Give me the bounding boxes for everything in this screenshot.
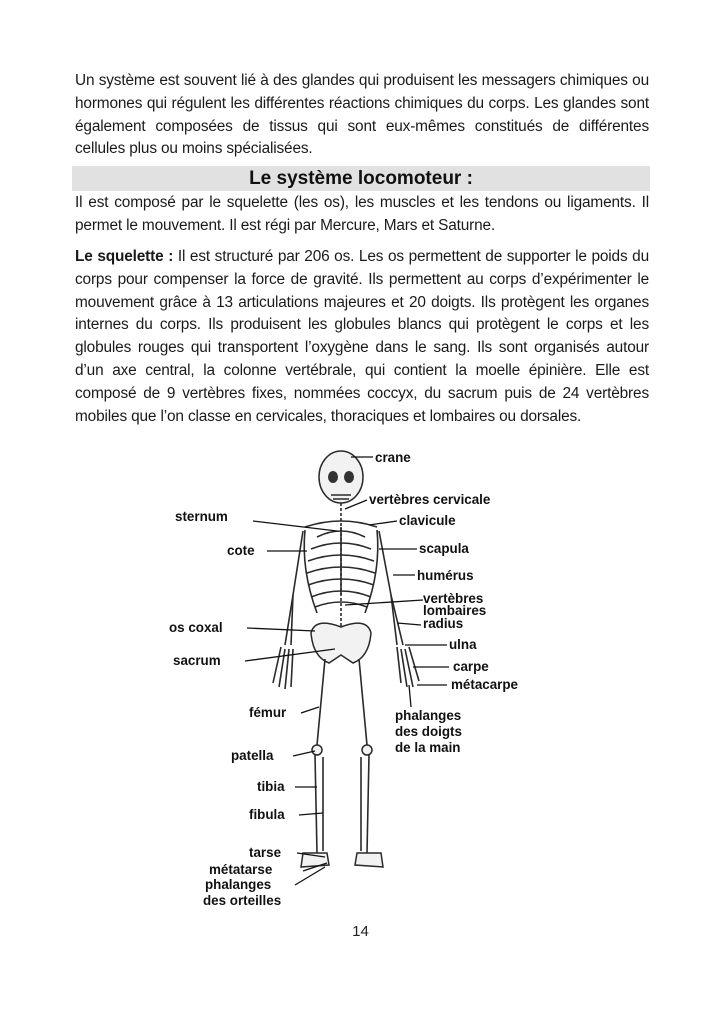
leader-lombaires xyxy=(345,600,423,605)
leader-fibula xyxy=(299,813,323,815)
locomoteur-paragraph: Il est composé par le squelette (les os), les muscles et les tendons ou ligaments. Il permet le mouvement. Il est régi par Mercure, Mars et Saturne. xyxy=(75,194,649,234)
label-phalanges-main-line2: des doigts xyxy=(395,724,462,739)
eye-socket-right xyxy=(344,471,354,483)
section-title: Le système locomoteur : xyxy=(249,168,473,189)
label-tibia: tibia xyxy=(257,779,285,794)
pelvis xyxy=(311,623,371,663)
label-phalanges-main-line3: de la main xyxy=(395,740,461,755)
leader-radius xyxy=(397,623,421,625)
leader-clavicule xyxy=(369,521,397,525)
squelette-lead: Le squelette : xyxy=(75,248,174,265)
label-femur: fémur xyxy=(249,705,287,720)
intro-paragraph: Un système est souvent lié à des glandes qui produisent les messagers chimiques ou hormones qui régulent les différentes réactions chimiques du corps. Les glandes sont également composées de tissus qui sont eux-mêmes constitués de différentes cellules plus ou moins spécialisées. xyxy=(75,72,649,158)
label-patella: patella xyxy=(231,748,274,763)
label-sacrum: sacrum xyxy=(173,653,221,668)
label-metacarpe: métacarpe xyxy=(451,677,518,692)
label-crane: crane xyxy=(375,450,411,465)
leader-os-coxal xyxy=(247,628,315,631)
label-phalanges-pied-line2: des orteilles xyxy=(203,893,282,908)
label-os-coxal: os coxal xyxy=(169,620,223,635)
leader-femur xyxy=(301,707,319,713)
label-humerus: humérus xyxy=(417,568,474,583)
legs xyxy=(301,659,383,867)
eye-socket-left xyxy=(328,471,338,483)
label-vertebres-lombaires-line2: lombaires xyxy=(423,603,487,618)
page-number: 14 xyxy=(352,923,369,940)
label-fibula: fibula xyxy=(249,807,285,822)
squelette-paragraph xyxy=(75,246,649,428)
label-tarse: tarse xyxy=(249,845,282,860)
label-carpe: carpe xyxy=(453,659,489,674)
label-clavicule: clavicule xyxy=(399,513,456,528)
label-scapula: scapula xyxy=(419,541,469,556)
leader-phalanges-main xyxy=(409,685,411,707)
skeleton-illustration xyxy=(273,451,419,867)
label-vertebres-cervicale: vertèbres cervicale xyxy=(369,492,491,507)
label-radius: radius xyxy=(423,616,464,631)
label-cote: cote xyxy=(227,543,255,558)
leader-patella xyxy=(293,751,315,756)
skeleton-diagram xyxy=(165,445,545,915)
label-vertebres-lombaires-line1: vertèbres xyxy=(423,591,484,606)
label-phalanges-pied-line1: phalanges xyxy=(205,877,272,892)
label-sternum: sternum xyxy=(175,509,228,524)
label-metatarse: métatarse xyxy=(209,862,273,877)
figure-labels xyxy=(169,450,518,908)
squelette-text: Il est structuré par 206 os. Les os permettent de supporter le poids du corps pour compenser la force de gravité. Ils permettent au corps d’expérimenter le mouvement grâce à 13 articulations majeures et 20 doigts. Ils protègent les organes internes du corps. Ils produisent les globules blancs qui protègent le corps et les globules rouges qui transportent l’oxygène dans le sang. Ils sont organisés autour d’un axe central, la colonne vertébrale, qui contient la moelle épinière. Elle est composé de 9 vertèbres fixes, nommées coccyx, du sacrum puis de 24 vertèbres mobiles que l’on classe en cervicales, thoraciques et lombaires ou dorsales. xyxy=(75,248,649,425)
label-phalanges-main-line1: phalanges xyxy=(395,708,462,723)
label-ulna: ulna xyxy=(449,637,477,652)
leader-phalanges-pied xyxy=(295,867,325,885)
section-header-bar xyxy=(72,166,650,191)
skeleton-figure xyxy=(165,445,545,915)
